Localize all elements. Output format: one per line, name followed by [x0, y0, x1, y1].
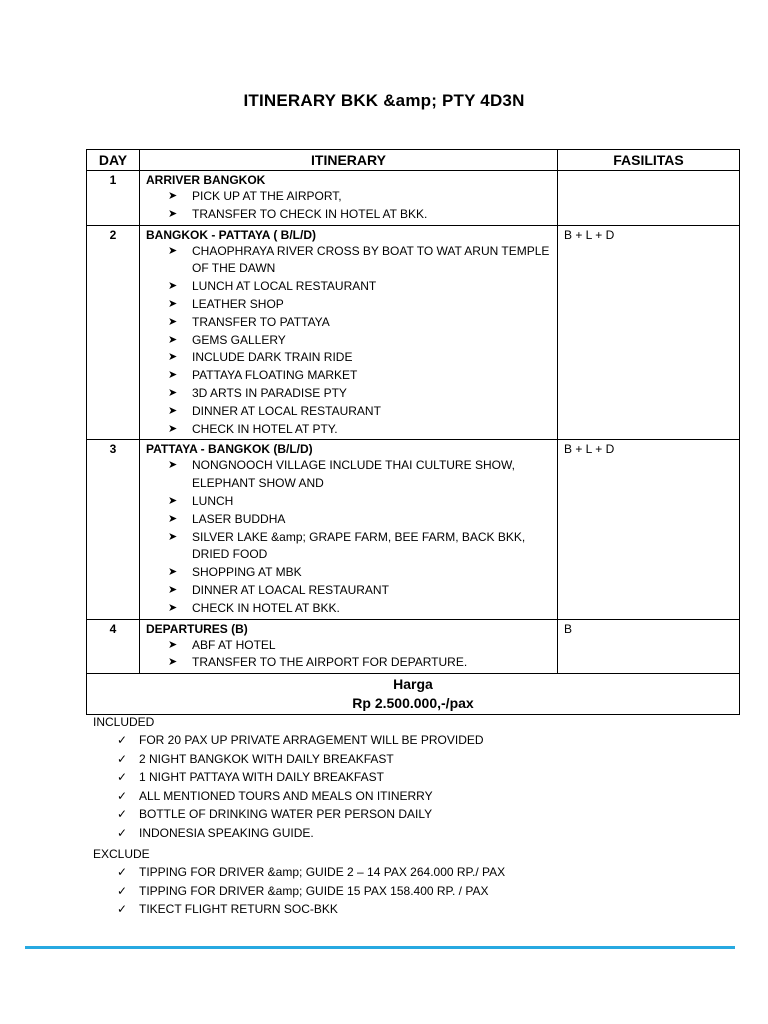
list-item	[168, 457, 557, 493]
checkmark-icon: ✓	[117, 788, 128, 803]
list-item	[117, 900, 505, 919]
footer-divider	[25, 946, 735, 949]
itinerary-table	[86, 149, 740, 715]
included-item-text: 1 NIGHT PATTAYA WITH DAILY BREAKFAST	[139, 770, 384, 785]
header-day: DAY	[87, 150, 140, 171]
list-item	[168, 278, 557, 296]
day-itinerary-cell	[140, 171, 558, 226]
activity-text: TRANSFER TO CHECK IN HOTEL AT BKK.	[192, 206, 428, 221]
exclude-item-text: TIKECT FLIGHT RETURN SOC-BKK	[139, 902, 338, 917]
fasilitas-cell: B	[558, 619, 740, 674]
day-title: ARRIVER BANGKOK	[146, 173, 266, 187]
arrowhead-bullet-icon: ➤	[168, 190, 178, 202]
list-item	[168, 403, 557, 421]
activity-text: LEATHER SHOP	[192, 296, 284, 311]
arrowhead-bullet-icon: ➤	[168, 530, 178, 543]
list-item	[117, 863, 505, 882]
arrowhead-bullet-icon: ➤	[168, 566, 178, 579]
day-title: DEPARTURES (B)	[146, 621, 248, 636]
fasilitas-cell: B + L + D	[558, 440, 740, 619]
day-title: BANGKOK - PATTAYA ( B/L/D)	[146, 227, 316, 242]
list-item	[168, 654, 557, 672]
activity-text: SHOPPING AT MBK	[192, 565, 302, 580]
header-itinerary: ITINERARY	[140, 150, 558, 171]
included-item-text: ALL MENTIONED TOURS AND MEALS ON ITINERRY	[139, 788, 433, 803]
list-item	[117, 824, 484, 843]
arrowhead-bullet-icon: ➤	[168, 583, 178, 596]
activity-text: SILVER LAKE &amp; GRAPE FARM, BEE FARM, BACK BKK, DRIED FOOD	[192, 529, 526, 562]
header-fasilitas: FASILITAS	[558, 150, 740, 171]
page-title: ITINERARY BKK &amp; PTY 4D3N	[243, 91, 525, 110]
price-cell	[87, 674, 740, 715]
list-item	[168, 600, 557, 618]
exclude-item-text: TIPPING FOR DRIVER &amp; GUIDE 2 – 14 PAX 264.000 RP./ PAX	[139, 865, 506, 879]
arrowhead-bullet-icon: ➤	[168, 404, 178, 417]
checkmark-icon: ✓	[117, 770, 128, 785]
day-number: 4	[87, 619, 140, 674]
arrowhead-bullet-icon: ➤	[168, 494, 178, 507]
price-value: Rp 2.500.000,-/pax	[352, 695, 474, 712]
included-label: INCLUDED	[93, 715, 155, 729]
list-item	[168, 421, 557, 439]
activity-text: NONGNOOCH VILLAGE INCLUDE THAI CULTURE SHOW, ELEPHANT SHOW AND	[192, 458, 515, 491]
exclude-section	[93, 845, 505, 919]
arrowhead-bullet-icon: ➤	[168, 297, 178, 310]
exclude-label: EXCLUDE	[93, 847, 150, 861]
list-item	[168, 314, 557, 332]
list-item	[168, 188, 557, 206]
list-item	[168, 367, 557, 385]
activity-text: LUNCH	[192, 493, 234, 508]
included-item-text: BOTTLE OF DRINKING WATER PER PERSON DAILY	[139, 807, 433, 822]
list-item	[168, 511, 557, 529]
arrowhead-bullet-icon: ➤	[168, 244, 178, 257]
included-item-text: INDONESIA SPEAKING GUIDE.	[139, 825, 314, 840]
arrowhead-bullet-icon: ➤	[168, 638, 178, 651]
checkmark-icon: ✓	[117, 883, 128, 898]
activity-list	[140, 243, 557, 440]
checkmark-icon: ✓	[117, 733, 128, 747]
activity-list	[140, 457, 557, 618]
day-number: 3	[87, 440, 140, 619]
included-list	[93, 731, 484, 843]
list-item	[168, 349, 557, 367]
activity-text: DINNER AT LOACAL RESTAURANT	[192, 582, 389, 597]
list-item	[168, 243, 557, 279]
fasilitas-cell	[558, 171, 740, 226]
list-item	[117, 731, 484, 750]
day-number: 2	[87, 225, 140, 440]
list-item	[117, 787, 484, 806]
included-section	[93, 713, 484, 843]
table-header-row	[87, 150, 740, 171]
activity-text: TRANSFER TO PATTAYA	[192, 314, 330, 329]
fasilitas-cell: B + L + D	[558, 225, 740, 440]
included-item-text: 2 NIGHT BANGKOK WITH DAILY BREAKFAST	[139, 751, 394, 766]
arrowhead-bullet-icon: ➤	[168, 656, 178, 669]
price-row	[87, 674, 740, 715]
day-itinerary-cell	[140, 619, 558, 674]
list-item	[168, 637, 557, 655]
activity-text: ABF AT HOTEL	[192, 637, 276, 652]
day-number: 1	[87, 171, 140, 226]
activity-text: LASER BUDDHA	[192, 511, 286, 526]
activity-text: PICK UP AT THE AIRPORT,	[192, 189, 342, 203]
day-itinerary-cell	[140, 440, 558, 619]
activity-text: CHECK IN HOTEL AT BKK.	[192, 600, 340, 615]
arrowhead-bullet-icon: ➤	[168, 459, 178, 472]
activity-text: CHAOPHRAYA RIVER CROSS BY BOAT TO WAT ARUN TEMPLE OF THE DAWN	[192, 243, 550, 276]
arrowhead-bullet-icon: ➤	[168, 280, 178, 293]
arrowhead-bullet-icon: ➤	[168, 422, 178, 435]
included-item-text: FOR 20 PAX UP PRIVATE ARRAGEMENT WILL BE PROVIDED	[139, 733, 484, 747]
table-row	[87, 619, 740, 674]
table-row	[87, 440, 740, 619]
activity-text: 3D ARTS IN PARADISE PTY	[192, 385, 347, 400]
list-item	[117, 750, 484, 769]
activity-text: DINNER AT LOCAL RESTAURANT	[192, 403, 381, 418]
arrowhead-bullet-icon: ➤	[168, 512, 178, 525]
checkmark-icon: ✓	[117, 751, 128, 766]
checkmark-icon: ✓	[117, 825, 128, 840]
arrowhead-bullet-icon: ➤	[168, 333, 178, 346]
exclude-item-text: TIPPING FOR DRIVER &amp; GUIDE 15 PAX 158.400 RP. / PAX	[139, 883, 489, 898]
table-row	[87, 225, 740, 440]
list-item	[168, 529, 557, 565]
list-item	[168, 493, 557, 511]
list-item	[168, 564, 557, 582]
list-item	[168, 582, 557, 600]
day-title: PATTAYA - BANGKOK (B/L/D)	[146, 442, 313, 457]
checkmark-icon: ✓	[117, 865, 128, 879]
exclude-list	[93, 863, 505, 919]
arrowhead-bullet-icon: ➤	[168, 315, 178, 328]
activity-text: PATTAYA FLOATING MARKET	[192, 368, 358, 383]
list-item	[168, 385, 557, 403]
list-item	[168, 332, 557, 350]
list-item	[117, 805, 484, 824]
price-label: Harga	[393, 676, 433, 693]
activity-text: CHECK IN HOTEL AT PTY.	[192, 421, 338, 436]
activity-text: GEMS GALLERY	[192, 332, 286, 347]
arrowhead-bullet-icon: ➤	[168, 207, 178, 220]
day-itinerary-cell	[140, 225, 558, 440]
arrowhead-bullet-icon: ➤	[168, 601, 178, 614]
checkmark-icon: ✓	[117, 807, 128, 822]
list-item	[168, 296, 557, 314]
arrowhead-bullet-icon: ➤	[168, 386, 178, 399]
arrowhead-bullet-icon: ➤	[168, 369, 178, 382]
checkmark-icon: ✓	[117, 902, 128, 917]
activity-text: INCLUDE DARK TRAIN RIDE	[192, 350, 353, 365]
activity-list	[140, 188, 557, 225]
list-item	[117, 768, 484, 787]
arrowhead-bullet-icon: ➤	[168, 351, 178, 364]
activity-text: TRANSFER TO THE AIRPORT FOR DEPARTURE.	[192, 655, 468, 670]
activity-text: LUNCH AT LOCAL RESTAURANT	[192, 279, 377, 294]
list-item	[168, 206, 557, 224]
list-item	[117, 882, 505, 901]
activity-list	[140, 637, 557, 674]
table-row	[87, 171, 740, 226]
